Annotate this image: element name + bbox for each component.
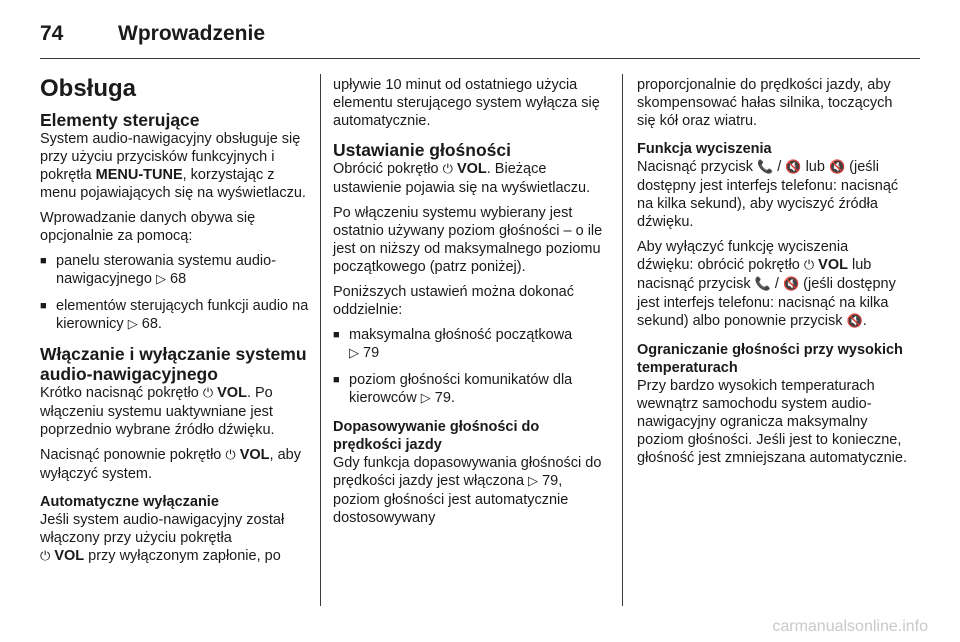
reference-arrow-icon: ▷ [528,474,539,489]
text: Aby wyłączyć funkcję wyciszenia dźwięku: obrócić pokrętło [637,239,849,273]
watermark: carmanualsonline.info [772,618,928,635]
page-reference: 79. [434,390,455,406]
phone-icon: 📞 [754,277,771,292]
vol-label: VOL [818,257,848,273]
mute-icon: 🔇 [828,160,846,175]
text: / [774,276,779,292]
text: Krótko nacisnąć pokrętło [40,385,199,401]
vol-label: VOL [456,161,487,177]
reference-arrow-icon: ▷ [420,391,431,406]
page-reference: 68. [141,316,162,332]
list-item [40,297,312,334]
text: Gdy funkcja dopasowywania głośności do prędkości jazdy jest włączona [333,455,602,489]
column-1 [40,66,312,573]
power-icon: ⏻ [202,386,214,401]
paragraph-controls [40,130,312,202]
text: . [862,313,867,329]
power-icon: ⏻ [225,448,236,463]
text: Jeśli system audio-nawigacyjny został włączony przy użyciu pokrętła [40,512,285,546]
column-2 [333,76,605,534]
text: , aby wyłączyć system. [40,447,301,482]
paragraph-speed-volume [333,454,605,527]
text: (jeśli dostępny jest interfejs telefonu: nacisnąć na kilka sekund) albo ponownie przycisk [637,276,896,329]
mute-icon: 🔇 [782,277,800,292]
list-text: maksymalna głośność początkowa [349,327,573,343]
bullet-icon: ■ [40,300,47,312]
text: lub [805,159,825,175]
subheading-speed-volume: Dopasowywanie głośności do prędkości jazdy [333,419,540,453]
text: / [777,159,782,175]
mute-icon: 🔇 [785,160,802,175]
text: Obrócić pokrętło [333,161,439,177]
column-3 [637,76,907,474]
paragraph-power-on [40,384,312,439]
list-item [333,326,605,363]
phone-icon: 📞 [757,160,774,175]
paragraph-input: Wprowadzanie danych obywa się opcjonalnie za pomocą: [40,210,256,244]
paragraph-auto-off-cont: upływie 10 minut od ostatniego użycia elementu sterującego system wyłącza się automatycznie. [333,77,600,129]
text: System audio-nawigacyjny obsługuje się przy użyciu przycisków funkcyjnych i pokrętła [40,131,301,183]
paragraph-volume-level: Po włączeniu systemu wybierany jest ostatnio używany poziom głośności – o ile jest on niższy od maksymalnego poziomu początkowego (patrz poniżej). [333,205,603,275]
text: przy wyłączonym zapłonie, po [84,548,281,564]
paragraph-unmute [637,238,907,331]
vol-label: VOL [217,385,247,401]
column-divider-1 [320,74,321,606]
column-divider-2 [622,74,623,606]
vol-label: VOL [239,447,270,463]
section-title: Obsługa [40,75,137,102]
list-text: panelu sterowania systemu audio-nawigacyjnego [56,253,277,287]
bullet-icon: ■ [333,374,340,386]
vol-label: VOL [54,548,85,564]
text: Nacisnąć ponownie pokrętło [40,447,222,463]
page-header [40,14,920,54]
mute-icon: 🔇 [846,314,863,329]
bullet-icon: ■ [40,255,47,267]
page-number: 74 [40,22,64,45]
list-item [40,252,312,289]
paragraph-speed-volume-cont: proporcjonalnie do prędkości jazdy, aby skompensować hałas silnika, toczących się kół oraz wiatru. [637,77,893,129]
header-divider [40,58,920,59]
subheading-controls: Elementy sterujące [40,110,200,130]
subheading-volume: Ustawianie głośności [333,140,511,160]
page-reference: 68 [170,271,187,287]
subheading-auto-off: Automatyczne wyłączanie [40,494,219,510]
power-icon: ⏻ [442,162,453,177]
reference-arrow-icon: ▷ [349,346,359,361]
paragraph-mute [637,158,907,231]
paragraph-temperature: Przy bardzo wysokich temperaturach wewnątrz samochodu system audio-nawigacyjny ogranicza maksymalny poziom głośności. Jeśli jest to konieczne, głośność jest zmniejszana automatycznie. [637,378,907,466]
subheading-power: Włączanie i wyłączanie systemu audio-nawigacyjnego [40,344,307,384]
reference-arrow-icon: ▷ [127,317,138,332]
paragraph-volume [333,160,605,197]
subheading-mute: Funkcja wyciszenia [637,141,772,157]
text: (jeśli dostępny jest interfejs telefonu: nacisnąć na kilka sekund), aby wyciszyć źródła dźwięku. [637,159,899,230]
text: . Bieżące ustawienie pojawia się na wyświetlaczu. [333,161,591,196]
text: , korzystając z menu pojawiających się na wyświetlaczu. [40,167,306,201]
reference-arrow-icon: ▷ [155,272,166,287]
text: lub nacisnąć przycisk [637,257,872,292]
text: 79, poziom głośności jest automatycznie dostosowywany [333,473,569,526]
power-icon: ⏻ [40,549,51,564]
subheading-temperature: Ograniczanie głośności przy wysokich temperaturach [637,342,903,376]
paragraph-auto-off [40,511,312,566]
list-text: poziom głośności komunikatów dla kierowców [349,372,573,406]
paragraph-power-off [40,446,312,483]
list-text: elementów sterujących funkcji audio na kierownicy [56,298,309,332]
power-icon: ⏻ [803,258,815,273]
bullet-icon: ■ [333,329,340,341]
menu-tune-label: MENU-TUNE [95,167,183,183]
paragraph-settings: Poniższych ustawień można dokonać oddzielnie: [333,284,574,318]
text: . Po włączeniu systemu uaktywniane jest poprzednio wybrane źródło dźwięku. [40,385,275,438]
page-reference: 79 [363,345,380,361]
text: Nacisnąć przycisk [637,159,754,175]
page-title: Wprowadzenie [118,22,266,45]
list-item [333,371,605,408]
